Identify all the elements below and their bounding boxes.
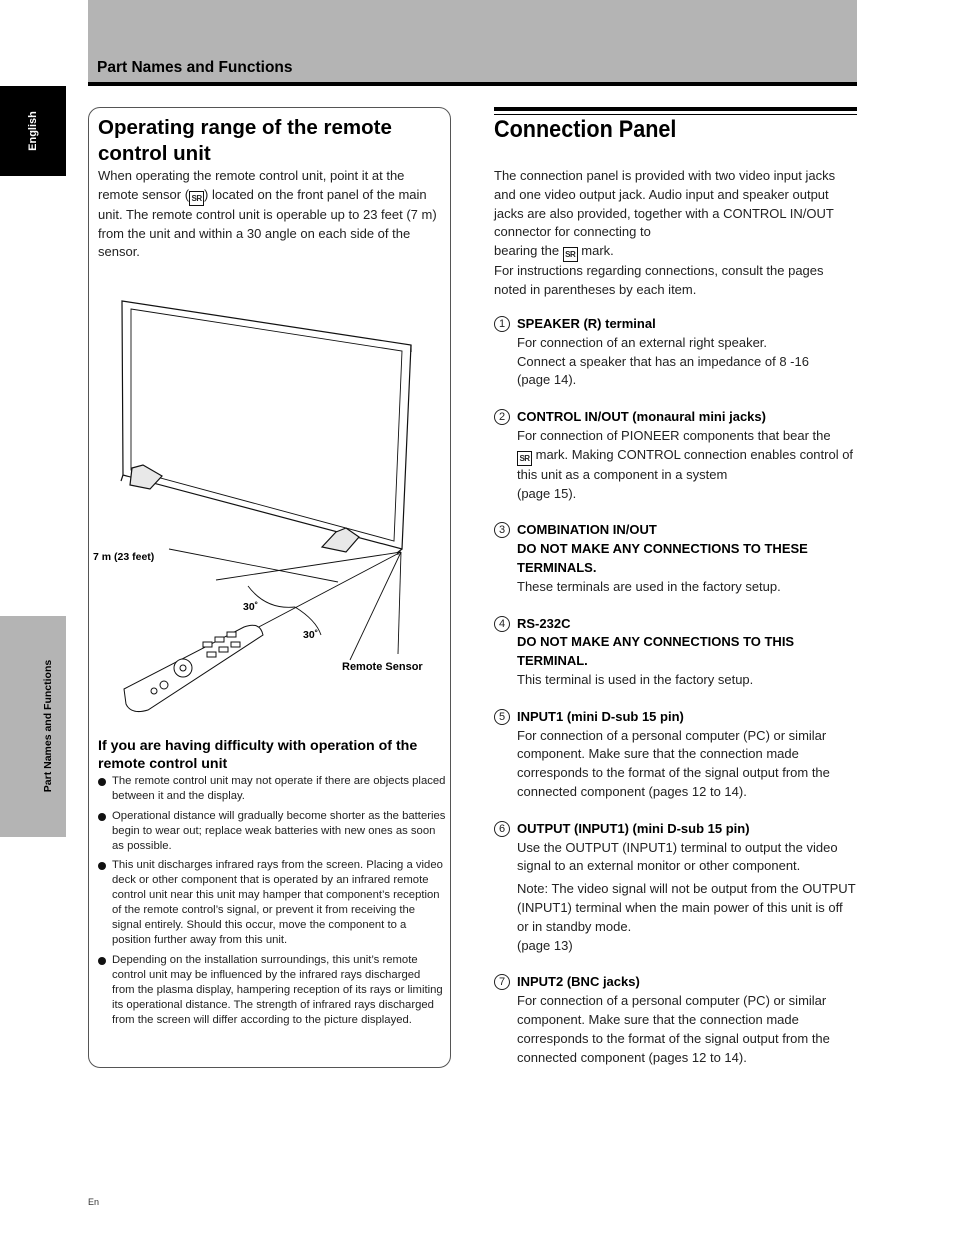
intro-text-end: ) located on the front panel of the main unit. The remote control unit is operable up to 23 feet (7 m) from the unit and within a 30 angle on each side of the sensor. bbox=[98, 186, 437, 260]
sr-mark-icon: SR bbox=[563, 247, 578, 262]
intro-paragraph-1: The connection panel is provided with two video input jacks and one video output jack. Audio input and speaker output jacks are also provided, together with a CONTROL IN/OUT connector for connecting to bbox=[494, 168, 836, 240]
difficulty-list bbox=[98, 774, 446, 1032]
item-body: This terminal is used in the factory setup. bbox=[517, 671, 754, 687]
bullet-icon bbox=[98, 813, 106, 821]
remote-sensor-label: Remote Sensor bbox=[342, 661, 423, 673]
list-item bbox=[98, 858, 446, 948]
plasma-display-illustration bbox=[121, 301, 411, 553]
section-tab-label: Part Names and Functions bbox=[42, 659, 54, 793]
bullet-icon bbox=[98, 957, 106, 965]
item-number: 1 bbox=[494, 316, 510, 332]
connection-item-input1 bbox=[494, 708, 857, 802]
connection-item-output bbox=[494, 820, 857, 956]
item-title: OUTPUT (INPUT1) (mini D-sub 15 pin) bbox=[517, 820, 750, 836]
item-body-start: For connection of PIONEER components that bear the bbox=[517, 427, 831, 443]
item-note: Note: The video signal will not be output from the OUTPUT (INPUT1) terminal when the main power of this unit is off or in standby mode. (page 13) bbox=[517, 881, 856, 953]
connection-item-combination bbox=[494, 521, 857, 596]
item-number: 5 bbox=[494, 709, 510, 725]
distance-label: 7 m (23 feet) bbox=[93, 551, 155, 563]
language-tab-label: English bbox=[27, 111, 39, 151]
sr-mark-icon: SR bbox=[189, 191, 204, 206]
item-number: 3 bbox=[494, 522, 510, 538]
connection-item-rs232c bbox=[494, 615, 857, 690]
intro-text-start: When operating the remote control unit, point it at the remote sensor ( bbox=[98, 168, 405, 202]
list-item-text: This unit discharges infrared rays from the screen. Placing a video deck or other component that is operated by an infrared remote control unit near this unit may hamper that component’s reception of the remote control’s signal, or prevent it from receiving the signal entirely. Should this occur, move the component to a position further away from this unit. bbox=[112, 859, 443, 946]
sr-mark-icon: SR bbox=[517, 451, 532, 466]
remote-range-diagram bbox=[88, 290, 451, 720]
connection-item-control bbox=[494, 408, 857, 503]
item-body: For connection of a personal computer (PC) or similar component. Make sure that the connection made corresponds to the format of the signal output from the connected component (pages 12 to 14). bbox=[517, 727, 830, 799]
item-number: 2 bbox=[494, 409, 510, 425]
list-item bbox=[98, 809, 446, 854]
item-body-end: mark. Making CONTROL connection enables control of this unit as a component in a system (page 15). bbox=[517, 446, 854, 501]
header-rule bbox=[88, 82, 857, 86]
item-title: COMBINATION IN/OUT DO NOT MAKE ANY CONNECTIONS TO THESE TERMINALS. bbox=[517, 522, 808, 575]
item-number: 7 bbox=[494, 974, 510, 990]
connection-panel-title: Connection Panel bbox=[494, 116, 677, 143]
list-item bbox=[98, 774, 446, 804]
section-title: Part Names and Functions bbox=[97, 59, 293, 76]
intro-paragraph-3: For instructions regarding connections, consult the pages noted in parentheses by each item. bbox=[494, 263, 824, 297]
connection-item-speaker bbox=[494, 315, 857, 390]
connection-panel-intro bbox=[494, 167, 857, 300]
item-title: RS-232C DO NOT MAKE ANY CONNECTIONS TO THIS TERMINAL. bbox=[517, 615, 795, 669]
item-title: INPUT1 (mini D-sub 15 pin) bbox=[517, 708, 684, 724]
angle-label-right: 30˚ bbox=[303, 629, 319, 641]
item-body: These terminals are used in the factory setup. bbox=[517, 578, 781, 594]
item-body: Use the OUTPUT (INPUT1) terminal to output the video signal to an external monitor or other component. bbox=[517, 839, 838, 874]
item-title: SPEAKER (R) terminal bbox=[517, 316, 656, 331]
language-tab bbox=[0, 86, 66, 176]
angle-label-left: 30˚ bbox=[243, 601, 259, 613]
list-item-text: The remote control unit may not operate if there are objects placed between it and the display. bbox=[112, 775, 446, 802]
connection-rule-thin bbox=[494, 114, 857, 115]
item-number: 4 bbox=[494, 616, 510, 632]
remote-range-intro bbox=[98, 167, 443, 262]
list-item-text: Depending on the installation surroundings, this unit’s remote control unit may be influenced by the infrared rays discharged from the plasma display, hampering reception of its rays or limiting its operational distance. The strength of infrared rays discharged from the screen will differ according to the picture displayed. bbox=[112, 953, 443, 1026]
item-number: 6 bbox=[494, 821, 510, 837]
section-tab bbox=[0, 616, 66, 837]
item-title: INPUT2 (BNC jacks) bbox=[517, 974, 640, 990]
difficulty-heading: If you are having difficulty with operation of the remote control unit bbox=[98, 738, 418, 772]
item-title: CONTROL IN/OUT (monaural mini jacks) bbox=[517, 409, 766, 425]
list-item bbox=[98, 953, 446, 1028]
remote-range-title: Operating range of the remote control unit bbox=[98, 116, 392, 165]
bullet-icon bbox=[98, 778, 106, 786]
page-footer-label: En bbox=[88, 1197, 100, 1207]
item-body: For connection of an external right speaker. Connect a speaker that has an impedance of 8 -16 (page 14). bbox=[517, 334, 809, 388]
remote-control-illustration bbox=[124, 625, 263, 711]
item-body: For connection of a personal computer (PC) or similar component. Make sure that the connection made corresponds to the format of the signal output from the connected component (pages 12 to 14). bbox=[517, 993, 830, 1065]
list-item-text: Operational distance will gradually become shorter as the batteries begin to wear out; replace weak batteries with new ones as soon as possible. bbox=[112, 809, 446, 852]
intro-paragraph-2 bbox=[494, 242, 857, 262]
intro-mark-text: mark. bbox=[577, 243, 614, 259]
connection-item-input2 bbox=[494, 973, 857, 1067]
connection-items bbox=[494, 315, 857, 1085]
item-body bbox=[517, 427, 857, 503]
bullet-icon bbox=[98, 862, 106, 870]
connection-rule-thick bbox=[494, 107, 857, 111]
intro-bearing-text: bearing the bbox=[494, 243, 563, 259]
